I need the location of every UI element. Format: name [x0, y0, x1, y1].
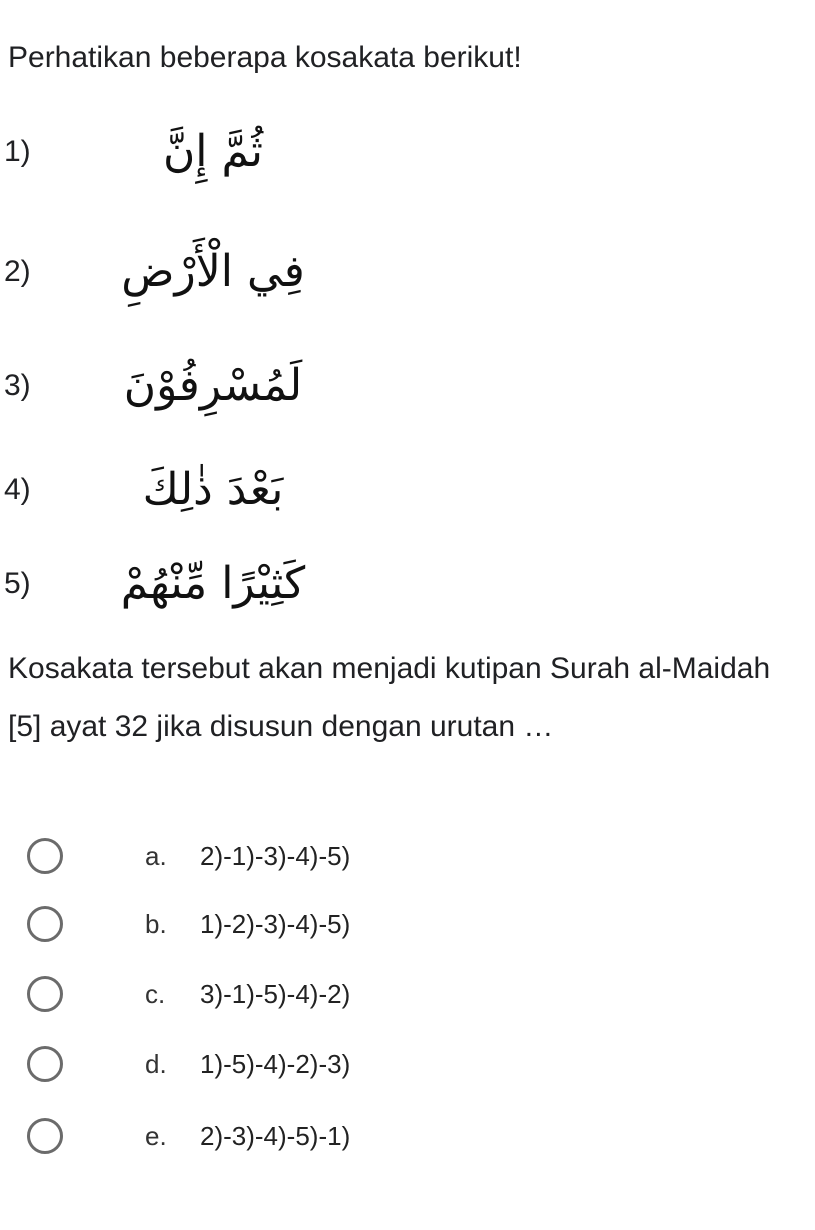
vocab-arabic-text: كَثِيْرًا مِّنْهُمْ	[120, 558, 306, 609]
vocab-number: 2)	[4, 255, 31, 288]
vocab-number: 1)	[4, 135, 31, 168]
option-text: 2)-1)-3)-4)-5)	[200, 841, 351, 871]
radio-button[interactable]	[27, 1118, 63, 1154]
option-letter: d.	[145, 1049, 167, 1079]
vocab-item-2	[0, 248, 815, 328]
option-letter: c.	[145, 979, 166, 1009]
question-intro: Perhatikan beberapa kosakata berikut!	[8, 41, 522, 74]
question-body: Kosakata tersebut akan menjadi kutipan Surah al-Maidah [5] ayat 32 jika disusun dengan urutan …	[8, 652, 771, 743]
vocab-item-1	[0, 128, 815, 208]
option-text: 1)-5)-4)-2)-3)	[200, 1049, 351, 1079]
vocab-arabic-text: ثُمَّ إِنَّ	[162, 126, 264, 177]
vocab-number: 3)	[4, 369, 31, 402]
option-text: 3)-1)-5)-4)-2)	[200, 979, 351, 1009]
option-b[interactable]	[0, 906, 815, 966]
vocab-arabic-text: فِي الْأَرْضِ	[121, 246, 305, 297]
vocab-number: 5)	[4, 567, 31, 600]
vocab-arabic-text: بَعْدَ ذٰلِكَ	[142, 464, 284, 515]
vocab-item-3	[0, 362, 815, 442]
option-e[interactable]	[0, 1118, 815, 1178]
option-letter: b.	[145, 909, 167, 939]
option-c[interactable]	[0, 976, 815, 1036]
option-letter: e.	[145, 1121, 167, 1151]
option-letter: a.	[145, 841, 167, 871]
radio-button[interactable]	[27, 976, 63, 1012]
option-a[interactable]	[0, 838, 815, 898]
option-d[interactable]	[0, 1046, 815, 1106]
option-text: 2)-3)-4)-5)-1)	[200, 1121, 351, 1151]
vocab-number: 4)	[4, 473, 31, 506]
radio-button[interactable]	[27, 838, 63, 874]
option-text: 1)-2)-3)-4)-5)	[200, 909, 351, 939]
radio-button[interactable]	[27, 906, 63, 942]
vocab-arabic-text: لَمُسْرِفُوْنَ	[123, 360, 303, 411]
radio-button[interactable]	[27, 1046, 63, 1082]
vocab-item-5	[0, 560, 815, 640]
vocab-item-4	[0, 466, 815, 546]
